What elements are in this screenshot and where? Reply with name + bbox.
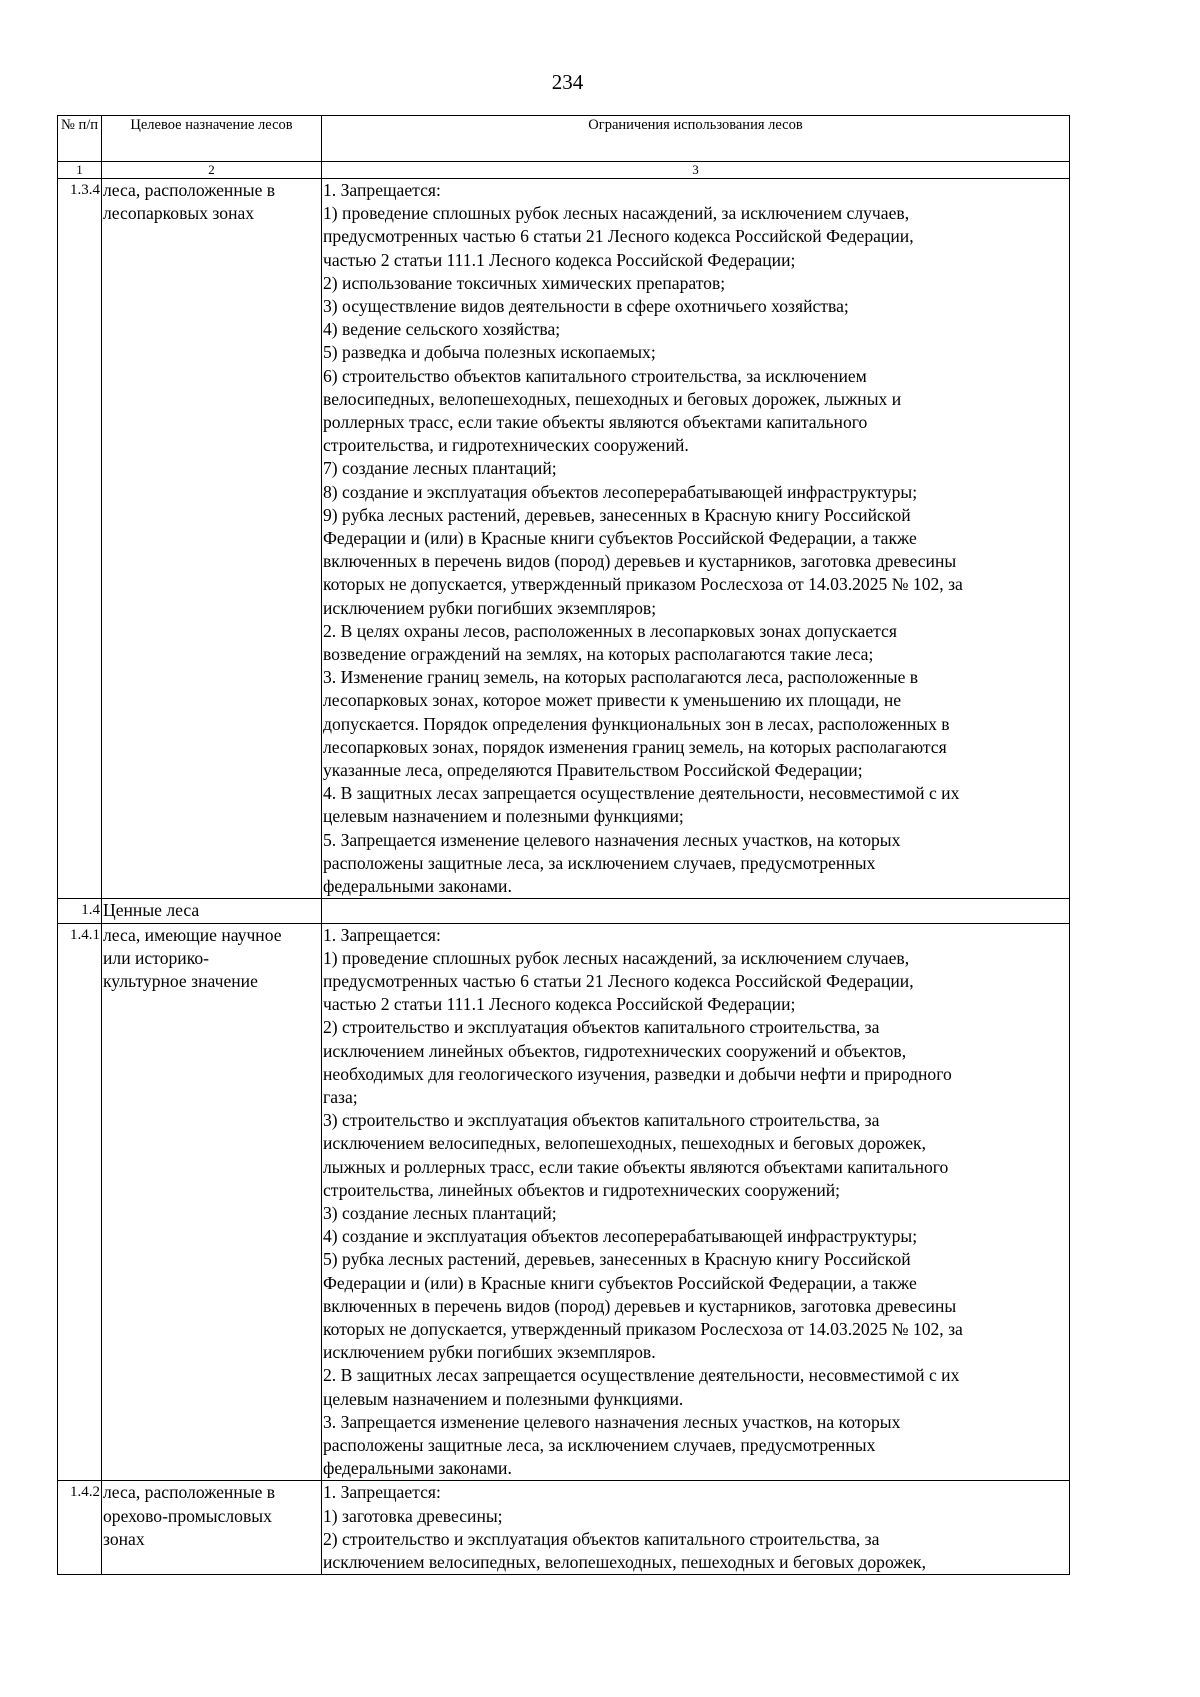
restriction-line: федеральными законами. bbox=[323, 876, 512, 897]
restriction-line: 1) проведение сплошных рубок лесных насаждений, за исключением случаев, bbox=[323, 203, 910, 224]
restriction-line: предусмотренных частью 6 статьи 21 Лесного кодекса Российской Федерации, bbox=[323, 226, 914, 247]
forest-purpose-cell bbox=[102, 1481, 322, 1575]
restriction-line: 3. Запрещается изменение целевого назначения лесных участков, на которых bbox=[323, 1411, 901, 1432]
purpose-line: леса, расположенные в bbox=[103, 1482, 276, 1503]
restriction-line: Федерации и (или) в Красные книги субъектов Российской Федерации, а также bbox=[323, 1272, 917, 1293]
restriction-line: 2) использование токсичных химических препаратов; bbox=[323, 272, 726, 293]
restriction-line: 3) строительство и эксплуатация объектов капитального строительства, за bbox=[323, 1110, 880, 1131]
restriction-line: 2. В целях охраны лесов, расположенных в лесопарковых зонах допускается bbox=[323, 620, 897, 641]
restriction-line: 5. Запрещается изменение целевого назначения лесных участков, на которых bbox=[323, 829, 901, 850]
restriction-line: необходимых для геологического изучения, разведки и добычи нефти и природного bbox=[323, 1063, 952, 1084]
purpose-line: орехово-промысловых bbox=[103, 1505, 272, 1526]
restriction-line: 3) создание лесных плантаций; bbox=[323, 1202, 557, 1223]
column-number: 1 bbox=[58, 162, 102, 179]
row-number: 1.4.2 bbox=[58, 1481, 102, 1575]
table-row bbox=[58, 1481, 1070, 1575]
table-row bbox=[58, 923, 1070, 1481]
restriction-line: 3. Изменение границ земель, на которых располагаются леса, расположенные в bbox=[323, 667, 919, 688]
purpose-line: леса, расположенные в bbox=[103, 180, 276, 200]
restriction-line: исключением велосипедных, велопешеходных, пешеходных и беговых дорожек, bbox=[323, 1133, 926, 1154]
restriction-line: расположены защитные леса, за исключением случаев, предусмотренных bbox=[323, 1434, 876, 1455]
restriction-line: 1) заготовка древесины; bbox=[323, 1505, 503, 1526]
restriction-line: 4) создание и эксплуатация объектов лесоперерабатывающей инфраструктуры; bbox=[323, 1226, 918, 1247]
header-number: № п/п bbox=[58, 116, 102, 162]
restriction-line: лесопарковых зонах, порядок изменения границ земель, на которых располагаются bbox=[323, 736, 947, 757]
restriction-line: 1. Запрещается: bbox=[323, 924, 441, 945]
header-restrictions: Ограничения использования лесов bbox=[322, 116, 1070, 162]
restriction-line: 6) строительство объектов капитального строительства, за исключением bbox=[323, 365, 867, 386]
restriction-line: которых не допускается, утвержденный приказом Рослесхоза от 14.03.2025 № 102, за bbox=[323, 574, 963, 595]
restriction-line: целевым назначением и полезными функциями. bbox=[323, 1388, 684, 1409]
column-number: 2 bbox=[102, 162, 322, 179]
restriction-line: 7) создание лесных плантаций; bbox=[323, 458, 557, 479]
restriction-line: исключением велосипедных, велопешеходных, пешеходных и беговых дорожек, bbox=[323, 1551, 926, 1572]
restriction-line: включенных в перечень видов (пород) деревьев и кустарников, заготовка древесины bbox=[323, 551, 957, 572]
restriction-line: предусмотренных частью 6 статьи 21 Лесного кодекса Российской Федерации, bbox=[323, 970, 914, 991]
restriction-line: строительства, линейных объектов и гидротехнических сооружений; bbox=[323, 1179, 841, 1200]
restriction-line: исключением рубки погибших экземпляров; bbox=[323, 597, 657, 618]
table-row bbox=[58, 179, 1070, 899]
restriction-line: которых не допускается, утвержденный приказом Рослесхоза от 14.03.2025 № 102, за bbox=[323, 1318, 963, 1339]
row-number: 1.4.1 bbox=[58, 923, 102, 1481]
restriction-line: целевым назначением и полезными функциями; bbox=[323, 806, 684, 827]
restriction-line: лесопарковых зонах, которое может привести к уменьшению их площади, не bbox=[323, 690, 902, 711]
restriction-line: допускается. Порядок определения функциональных зон в лесах, расположенных в bbox=[323, 713, 950, 734]
column-number: 3 bbox=[322, 162, 1070, 179]
table-header-row bbox=[58, 116, 1070, 162]
restrictions-cell bbox=[322, 1481, 1070, 1575]
restriction-line: лыжных и роллерных трасс, если такие объекты являются объектами капитального bbox=[323, 1156, 949, 1177]
forest-purpose-cell bbox=[102, 923, 322, 1481]
row-number: 1.3.4 bbox=[58, 179, 102, 899]
header-purpose: Целевое назначение лесов bbox=[102, 116, 322, 162]
table-row bbox=[58, 899, 1070, 923]
restriction-line: включенных в перечень видов (пород) деревьев и кустарников, заготовка древесины bbox=[323, 1295, 957, 1316]
column-number-row bbox=[58, 162, 1070, 179]
forest-restrictions-table bbox=[57, 115, 1070, 1575]
table-body bbox=[58, 179, 1070, 1575]
restriction-line: указанные леса, определяются Правительством Российской Федерации; bbox=[323, 760, 863, 781]
forest-purpose-cell bbox=[102, 899, 322, 923]
purpose-line: лесопарковых зонах bbox=[103, 203, 255, 224]
row-number: 1.4 bbox=[58, 899, 102, 923]
restriction-line: частью 2 статьи 111.1 Лесного кодекса Российской Федерации; bbox=[323, 994, 796, 1015]
restriction-line: велосипедных, велопешеходных, пешеходных и беговых дорожек, лыжных и bbox=[323, 388, 902, 409]
restriction-line: расположены защитные леса, за исключением случаев, предусмотренных bbox=[323, 852, 876, 873]
purpose-line: культурное значение bbox=[103, 970, 258, 991]
restriction-line: 1. Запрещается: bbox=[323, 1482, 441, 1503]
page-number: 234 bbox=[551, 70, 584, 94]
purpose-line: зонах bbox=[103, 1528, 145, 1549]
restriction-line: 1. Запрещается: bbox=[323, 180, 441, 200]
restriction-line: федеральными законами. bbox=[323, 1458, 512, 1479]
restrictions-cell bbox=[322, 923, 1070, 1481]
restriction-line: 5) разведка и добыча полезных ископаемых; bbox=[323, 342, 656, 363]
restriction-line: 4. В защитных лесах запрещается осуществление деятельности, несовместимой с их bbox=[323, 783, 960, 804]
restriction-line: роллерных трасс, если такие объекты являются объектами капитального bbox=[323, 412, 868, 433]
restriction-line: 5) рубка лесных растений, деревьев, занесенных в Красную книгу Российской bbox=[323, 1249, 911, 1270]
forest-purpose-cell bbox=[102, 179, 322, 899]
restriction-line: 3) осуществление видов деятельности в сфере охотничьего хозяйства; bbox=[323, 296, 849, 317]
restriction-line: частью 2 статьи 111.1 Лесного кодекса Российской Федерации; bbox=[323, 249, 796, 270]
restrictions-cell bbox=[322, 899, 1070, 923]
purpose-line: Ценные леса bbox=[103, 900, 200, 921]
restriction-line: Федерации и (или) в Красные книги субъектов Российской Федерации, а также bbox=[323, 528, 917, 549]
restriction-line: 4) ведение сельского хозяйства; bbox=[323, 319, 561, 340]
restriction-line: 9) рубка лесных растений, деревьев, занесенных в Красную книгу Российской bbox=[323, 504, 911, 525]
restriction-line: 1) проведение сплошных рубок лесных насаждений, за исключением случаев, bbox=[323, 947, 910, 968]
restriction-line: 2) строительство и эксплуатация объектов капитального строительства, за bbox=[323, 1017, 880, 1038]
restriction-line: строительства, и гидротехнических сооружений. bbox=[323, 435, 689, 456]
purpose-line: леса, имеющие научное bbox=[103, 924, 282, 945]
restrictions-cell bbox=[322, 179, 1070, 899]
restriction-line: исключением линейных объектов, гидротехнических сооружений и объектов, bbox=[323, 1040, 907, 1061]
purpose-line: или историко- bbox=[103, 947, 210, 968]
restriction-line: 8) создание и эксплуатация объектов лесоперерабатывающей инфраструктуры; bbox=[323, 481, 918, 502]
restriction-line: 2) строительство и эксплуатация объектов капитального строительства, за bbox=[323, 1528, 880, 1549]
restriction-line: газа; bbox=[323, 1086, 358, 1107]
restriction-line: 2. В защитных лесах запрещается осуществление деятельности, несовместимой с их bbox=[323, 1365, 960, 1386]
restriction-line: возведение ограждений на землях, на которых располагаются такие леса; bbox=[323, 644, 874, 665]
restriction-line: исключением рубки погибших экземпляров. bbox=[323, 1342, 656, 1363]
